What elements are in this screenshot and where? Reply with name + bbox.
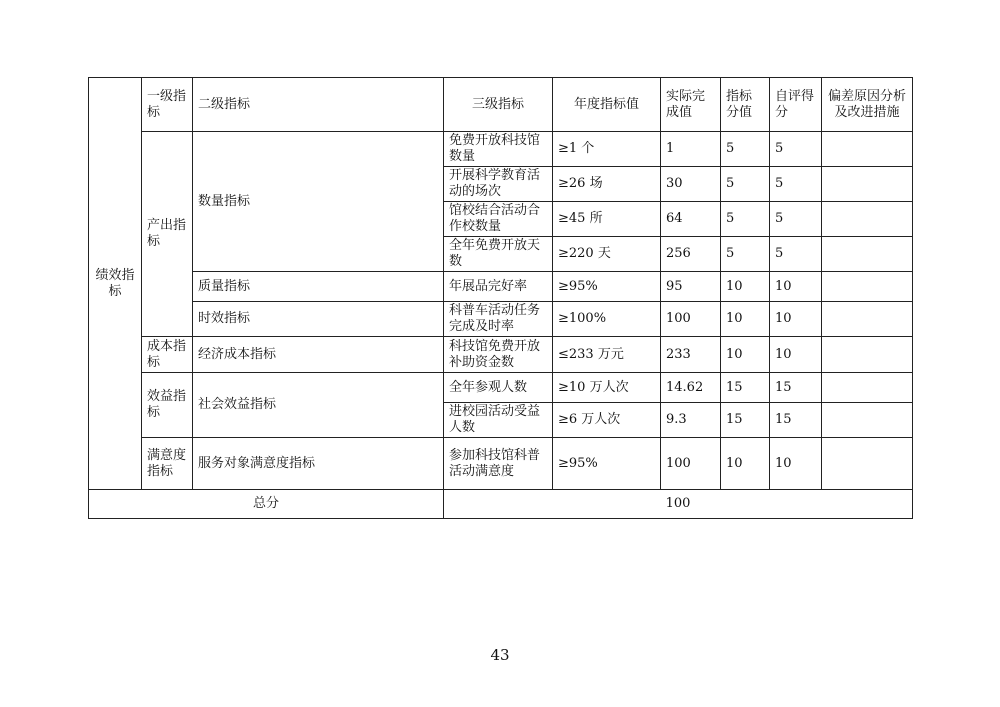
target-cell: ≥100% [553,302,661,337]
actual-cell: 100 [661,438,721,490]
score-cell: 5 [770,167,822,202]
indicator-cell: 全年参观人数 [444,373,553,403]
deviation-cell [822,438,913,490]
total-label: 总分 [89,490,444,519]
actual-cell: 95 [661,272,721,302]
score-cell: 15 [770,373,822,403]
table-row [89,272,913,302]
subgroup-service-satisfaction: 服务对象满意度指标 [193,438,444,490]
deviation-cell [822,167,913,202]
header-score-value: 指标分值 [721,78,770,132]
deviation-cell [822,403,913,438]
actual-cell: 14.62 [661,373,721,403]
group-benefit: 效益指标 [142,373,193,438]
header-deviation: 偏差原因分析及改进措施 [822,78,913,132]
table-row [89,373,913,403]
target-cell: ≥6 万人次 [553,403,661,438]
header-level2: 二级指标 [193,78,444,132]
page-number: 43 [490,646,510,664]
header-self-score: 自评得分 [770,78,822,132]
total-value: 100 [444,490,913,519]
deviation-cell [822,202,913,237]
score-cell: 10 [770,337,822,373]
actual-cell: 30 [661,167,721,202]
group-output: 产出指标 [142,132,193,337]
actual-cell: 233 [661,337,721,373]
indicator-cell: 全年免费开放天数 [444,237,553,272]
table-row [89,438,913,490]
score-cell: 5 [770,202,822,237]
indicator-cell: 参加科技馆科普活动满意度 [444,438,553,490]
target-cell: ≥220 天 [553,237,661,272]
deviation-cell [822,132,913,167]
actual-cell: 100 [661,302,721,337]
deviation-cell [822,237,913,272]
header-level1: 一级指标 [142,78,193,132]
actual-cell: 1 [661,132,721,167]
target-cell: ≥45 所 [553,202,661,237]
target-cell: ≥95% [553,272,661,302]
indicator-cell: 开展科学教育活动的场次 [444,167,553,202]
actual-cell: 9.3 [661,403,721,438]
actual-cell: 64 [661,202,721,237]
weight-cell: 10 [721,272,770,302]
score-cell: 10 [770,272,822,302]
subgroup-social-benefit: 社会效益指标 [193,373,444,438]
weight-cell: 10 [721,337,770,373]
weight-cell: 10 [721,302,770,337]
score-cell: 15 [770,403,822,438]
weight-cell: 15 [721,403,770,438]
target-cell: ≥1 个 [553,132,661,167]
indicator-cell: 科技馆免费开放补助资金数 [444,337,553,373]
score-cell: 10 [770,302,822,337]
subgroup-timeliness: 时效指标 [193,302,444,337]
total-row [89,490,913,519]
section-label: 绩效指标 [89,78,142,490]
deviation-cell [822,337,913,373]
indicator-cell: 进校园活动受益人数 [444,403,553,438]
indicator-cell: 馆校结合活动合作校数量 [444,202,553,237]
header-actual-value: 实际完成值 [661,78,721,132]
weight-cell: 15 [721,373,770,403]
deviation-cell [822,302,913,337]
score-cell: 5 [770,132,822,167]
indicator-cell: 科普车活动任务完成及时率 [444,302,553,337]
indicator-cell: 免费开放科技馆数量 [444,132,553,167]
deviation-cell [822,272,913,302]
subgroup-economic-cost: 经济成本指标 [193,337,444,373]
weight-cell: 5 [721,167,770,202]
deviation-cell [822,373,913,403]
table-row [89,337,913,373]
header-row [89,78,913,132]
subgroup-quality: 质量指标 [193,272,444,302]
target-cell: ≤233 万元 [553,337,661,373]
target-cell: ≥26 场 [553,167,661,202]
subgroup-quantity: 数量指标 [193,132,444,272]
weight-cell: 5 [721,132,770,167]
header-level3: 三级指标 [444,78,553,132]
header-annual-target: 年度指标值 [553,78,661,132]
score-cell: 10 [770,438,822,490]
group-satisfaction: 满意度指标 [142,438,193,490]
weight-cell: 5 [721,202,770,237]
target-cell: ≥95% [553,438,661,490]
weight-cell: 10 [721,438,770,490]
weight-cell: 5 [721,237,770,272]
performance-table [88,77,913,519]
indicator-cell: 年展品完好率 [444,272,553,302]
target-cell: ≥10 万人次 [553,373,661,403]
table-row [89,132,913,167]
group-cost: 成本指标 [142,337,193,373]
table-row [89,302,913,337]
score-cell: 5 [770,237,822,272]
actual-cell: 256 [661,237,721,272]
